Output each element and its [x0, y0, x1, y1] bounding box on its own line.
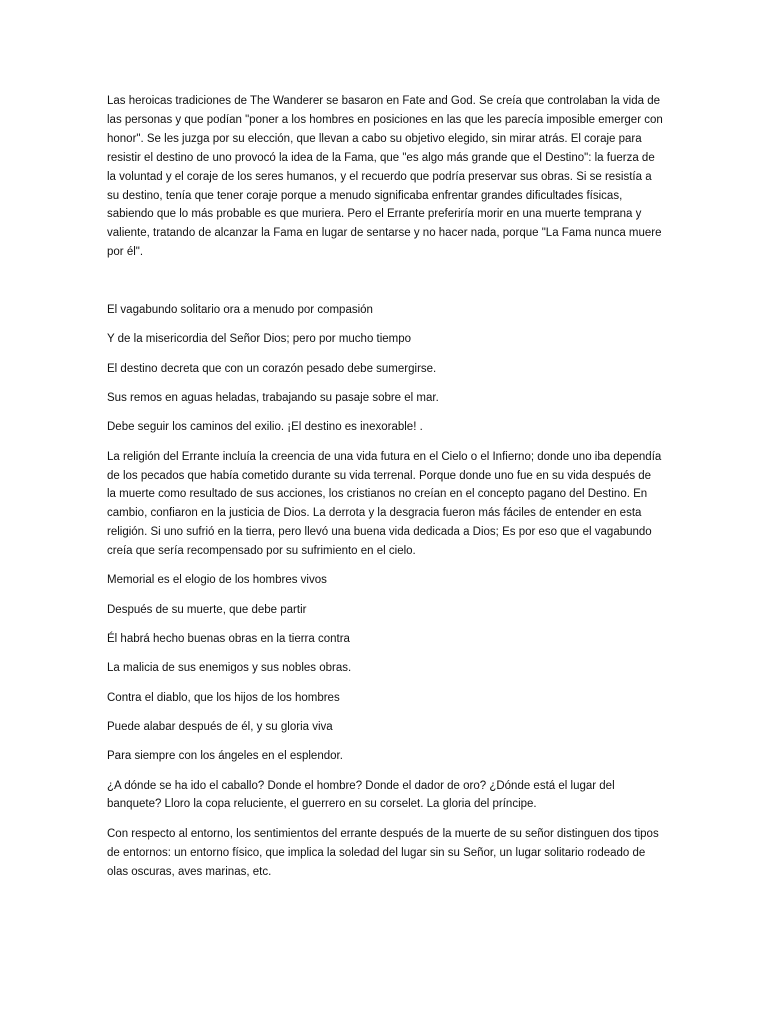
verse-line: Contra el diablo, que los hijos de los hombres	[107, 691, 340, 704]
verse-line: Él habrá hecho buenas obras en la tierra contra	[107, 633, 350, 646]
verse-line: La malicia de sus enemigos y sus nobles obras.	[107, 662, 352, 675]
verse-line: Después de su muerte, que debe partir	[107, 603, 307, 616]
verse-line: Debe seguir los caminos del exilio. ¡El destino es inexorable! .	[107, 421, 423, 434]
verse-line: Y de la misericordia del Señor Dios; pero por mucho tiempo	[107, 333, 412, 346]
verse-line: Memorial es el elogio de los hombres vivos	[107, 574, 327, 587]
paragraph-questions: ¿A dónde se ha ido el caballo? Donde el hombre? Donde el dador de oro? ¿Dónde está el lugar del banquete? Lloro la copa reluciente, el guerrero en su corselet. La gloria del príncipe.	[107, 779, 615, 811]
paragraph-environment: Con respecto al entorno, los sentimientos del errante después de la muerte de su señor distinguen dos tipos de entornos: un entorno físico, que implica la soledad del lugar sin su Señor, un lugar solitario rodeado de olas oscuras, aves marinas, etc.	[107, 827, 659, 878]
verse-line: Sus remos en aguas heladas, trabajando su pasaje sobre el mar.	[107, 392, 439, 405]
verse-line: El destino decreta que con un corazón pesado debe sumergirse.	[107, 362, 437, 375]
verse-line: Para siempre con los ángeles en el esplendor.	[107, 750, 343, 763]
verse-line: Puede alabar después de él, y su gloria viva	[107, 720, 333, 733]
document-body	[107, 92, 663, 892]
paragraph-intro: Las heroicas tradiciones de The Wanderer se basaron en Fate and God. Se creía que controlaban la vida de las personas y que podían "poner a los hombres en posiciones en las que les parecía imposible emerger con honor". Se les juzga por su elección, que llevan a cabo su objetivo elegido, sin mirar atrás. El coraje para resistir el destino de uno provocó la idea de la Fama, que "es algo más grande que el Destino": la fuerza de la voluntad y el coraje de los seres humanos, y el recuerdo que podría preservar sus obras. Si se resistía a su destino, tenía que tener coraje porque a menudo significaba enfrentar grandes dificultades físicas, sabiendo que lo más probable es que muriera. Pero el Errante preferiría morir en una muerte temprana y valiente, tratando de alcanzar la Fama en lugar de sentarse y no hacer nada, porque "La Fama nunca muere por él".	[107, 95, 663, 259]
verse-line: El vagabundo solitario ora a menudo por compasión	[107, 304, 373, 317]
paragraph-religion: La religión del Errante incluía la creencia de una vida futura en el Cielo o el Infierno; donde uno iba dependía de los pecados que había cometido durante su vida terrenal. Porque donde uno fue en su vida después de la muerte como resultado de sus acciones, los cristianos no creían en el concepto pagano del Destino. En cambio, confiaron en la justicia de Dios. La derrota y la desgracia fueron más fáciles de entender en esta religión. Si uno sufrió en la tierra, pero llevó una buena vida dedicada a Dios; Es por eso que el vagabundo creía que sería recompensado por su sufrimiento en el cielo.	[107, 450, 662, 558]
